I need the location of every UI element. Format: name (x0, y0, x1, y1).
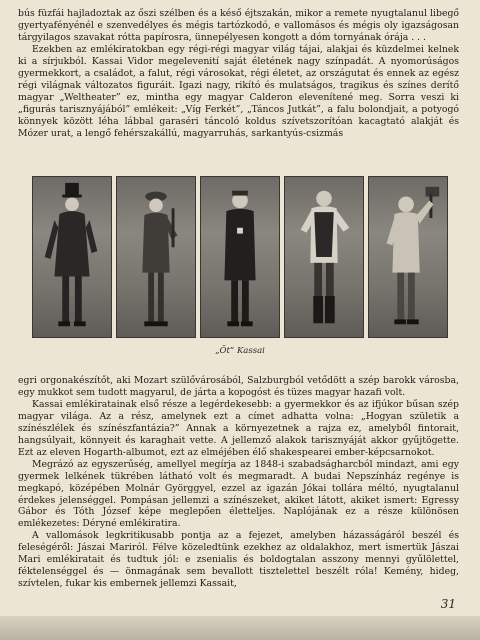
photo-actor-1 (32, 176, 112, 338)
paragraph: Ezekben az emlékiratokban egy régi-régi magyar világ tájai, alakjai és küzdelmei kelnek ki a sírjukból. Kassai Vidor megelevenití saját életének nagy színpadát. A nyomorúságos gyermekkort, a családot, a falut, régi városokat, régi életet, az országutat és ennek az egész régi világnak változatos figuráit. Igazi nagy, rikító és mulatságos, tragikus és színes derítő magyar „Weltheater” ez, mintha egy magyar Calderon elevenítené meg. Sorra veszi ki „figurás tarisznyájából” emlékeit: „Víg Ferkét”, „Táncos Jutkát”, a falu bolondjait, a potyogó könnyek között léha lábbal garaséri táncoló koldus szívetszorítóan kacagtató alakját és Mózer urat, a lengő fehérszakállú, magyarruhás, sarkantyús-csizmás (18, 43, 459, 139)
page-number: 31 (440, 597, 456, 611)
paragraph: bús füzfái hajladoztak az őszi szélben és a késő éjtszakán, mikor a remete nyugtalanul libegő gyertyafényénél e szenvedélyes és mégis tartózkodó, e vallomásos és mégis oly igazságosan tárgyilagos szavakat rótta papírosra, ünnepélyesen kongott a dóm tornyának órája . . . (18, 8, 459, 43)
bottom-text-block (18, 375, 459, 590)
paragraph: egri orgonakészítőt, aki Mozart szülővárosából, Salzburgból vetődött a szép barokk városba, egy mukkot sem tudott magyarul, de járta a kopogóst és tüzes magyar hazafi volt. (18, 375, 459, 398)
figure-silhouette-icon (117, 177, 195, 337)
paragraph: Megrázó az egyszerűség, amellyel megírja az 1848-i szabadságharcból mindazt, ami egy gyermek lelkének tükrében látható volt és megmaradt. A budai Nepszínház regénye is megkapó, középében Molnár Györggyel, ezzel az igazán Jókai tollára méltó, nyugtalanul érdekes jelenséggel. Pompásan jellemzi a színészeket, akiket látott, akiket ismert: Egressy Gábor és Tóth József képe meglepően életteljes. Naplójának ez a része különösen emlékezetes: Déryné emlékiratira. (18, 458, 459, 530)
figure-silhouette-icon (201, 177, 279, 337)
photo-actor-3 (200, 176, 280, 338)
photo-actor-4 (284, 176, 364, 338)
photo-actor-5 (368, 176, 448, 338)
top-text-block (18, 8, 459, 139)
figure-silhouette-icon (285, 177, 363, 337)
photo-caption: „Öt” Kassai (215, 346, 265, 356)
next-page-edge (0, 616, 480, 640)
figure-silhouette-icon (33, 177, 111, 337)
photo-actor-2 (116, 176, 196, 338)
figure-silhouette-icon (369, 177, 447, 337)
paragraph: Kassai emlékiratainak első része a legérdekesebb: a gyermekkor és az ifjúkor bűsan szép magyar világa. Az a rész, amelynek ezt a címet adhatta volna: „Hogyan születik a színészlélek és színészfantázia?” Annak a környezetnek a rajza ez, amelyből fintorait, hangsúlyait, könnyeit és karaghait vette. A jellemző alakok tarisznyáját akkor gyűjtögette. Ezt az eleven Hogarth-albumot, ezt az elméjében élő shakespearei ember-képcsarnokot. (18, 398, 459, 458)
paragraph: A vallomások legkritikusabb pontja az a fejezet, amelyben házasságáról beszél és feleségéről: Jászai Mariról. Félve közeledtünk ezekhez az oldalakhoz, mert ismertük Jászai Mari emlékiratait és tudtuk jól: e zsenialis és boldogtalan asszony mennyi gyűlölettel, féktelenséggel és — önmagának sem bevallott tisztelettel beszélt róla! Kemény, hideg, szívtelen, fukar kis embernek jellemzi Kassait, (18, 530, 459, 590)
photo-strip (32, 176, 448, 336)
